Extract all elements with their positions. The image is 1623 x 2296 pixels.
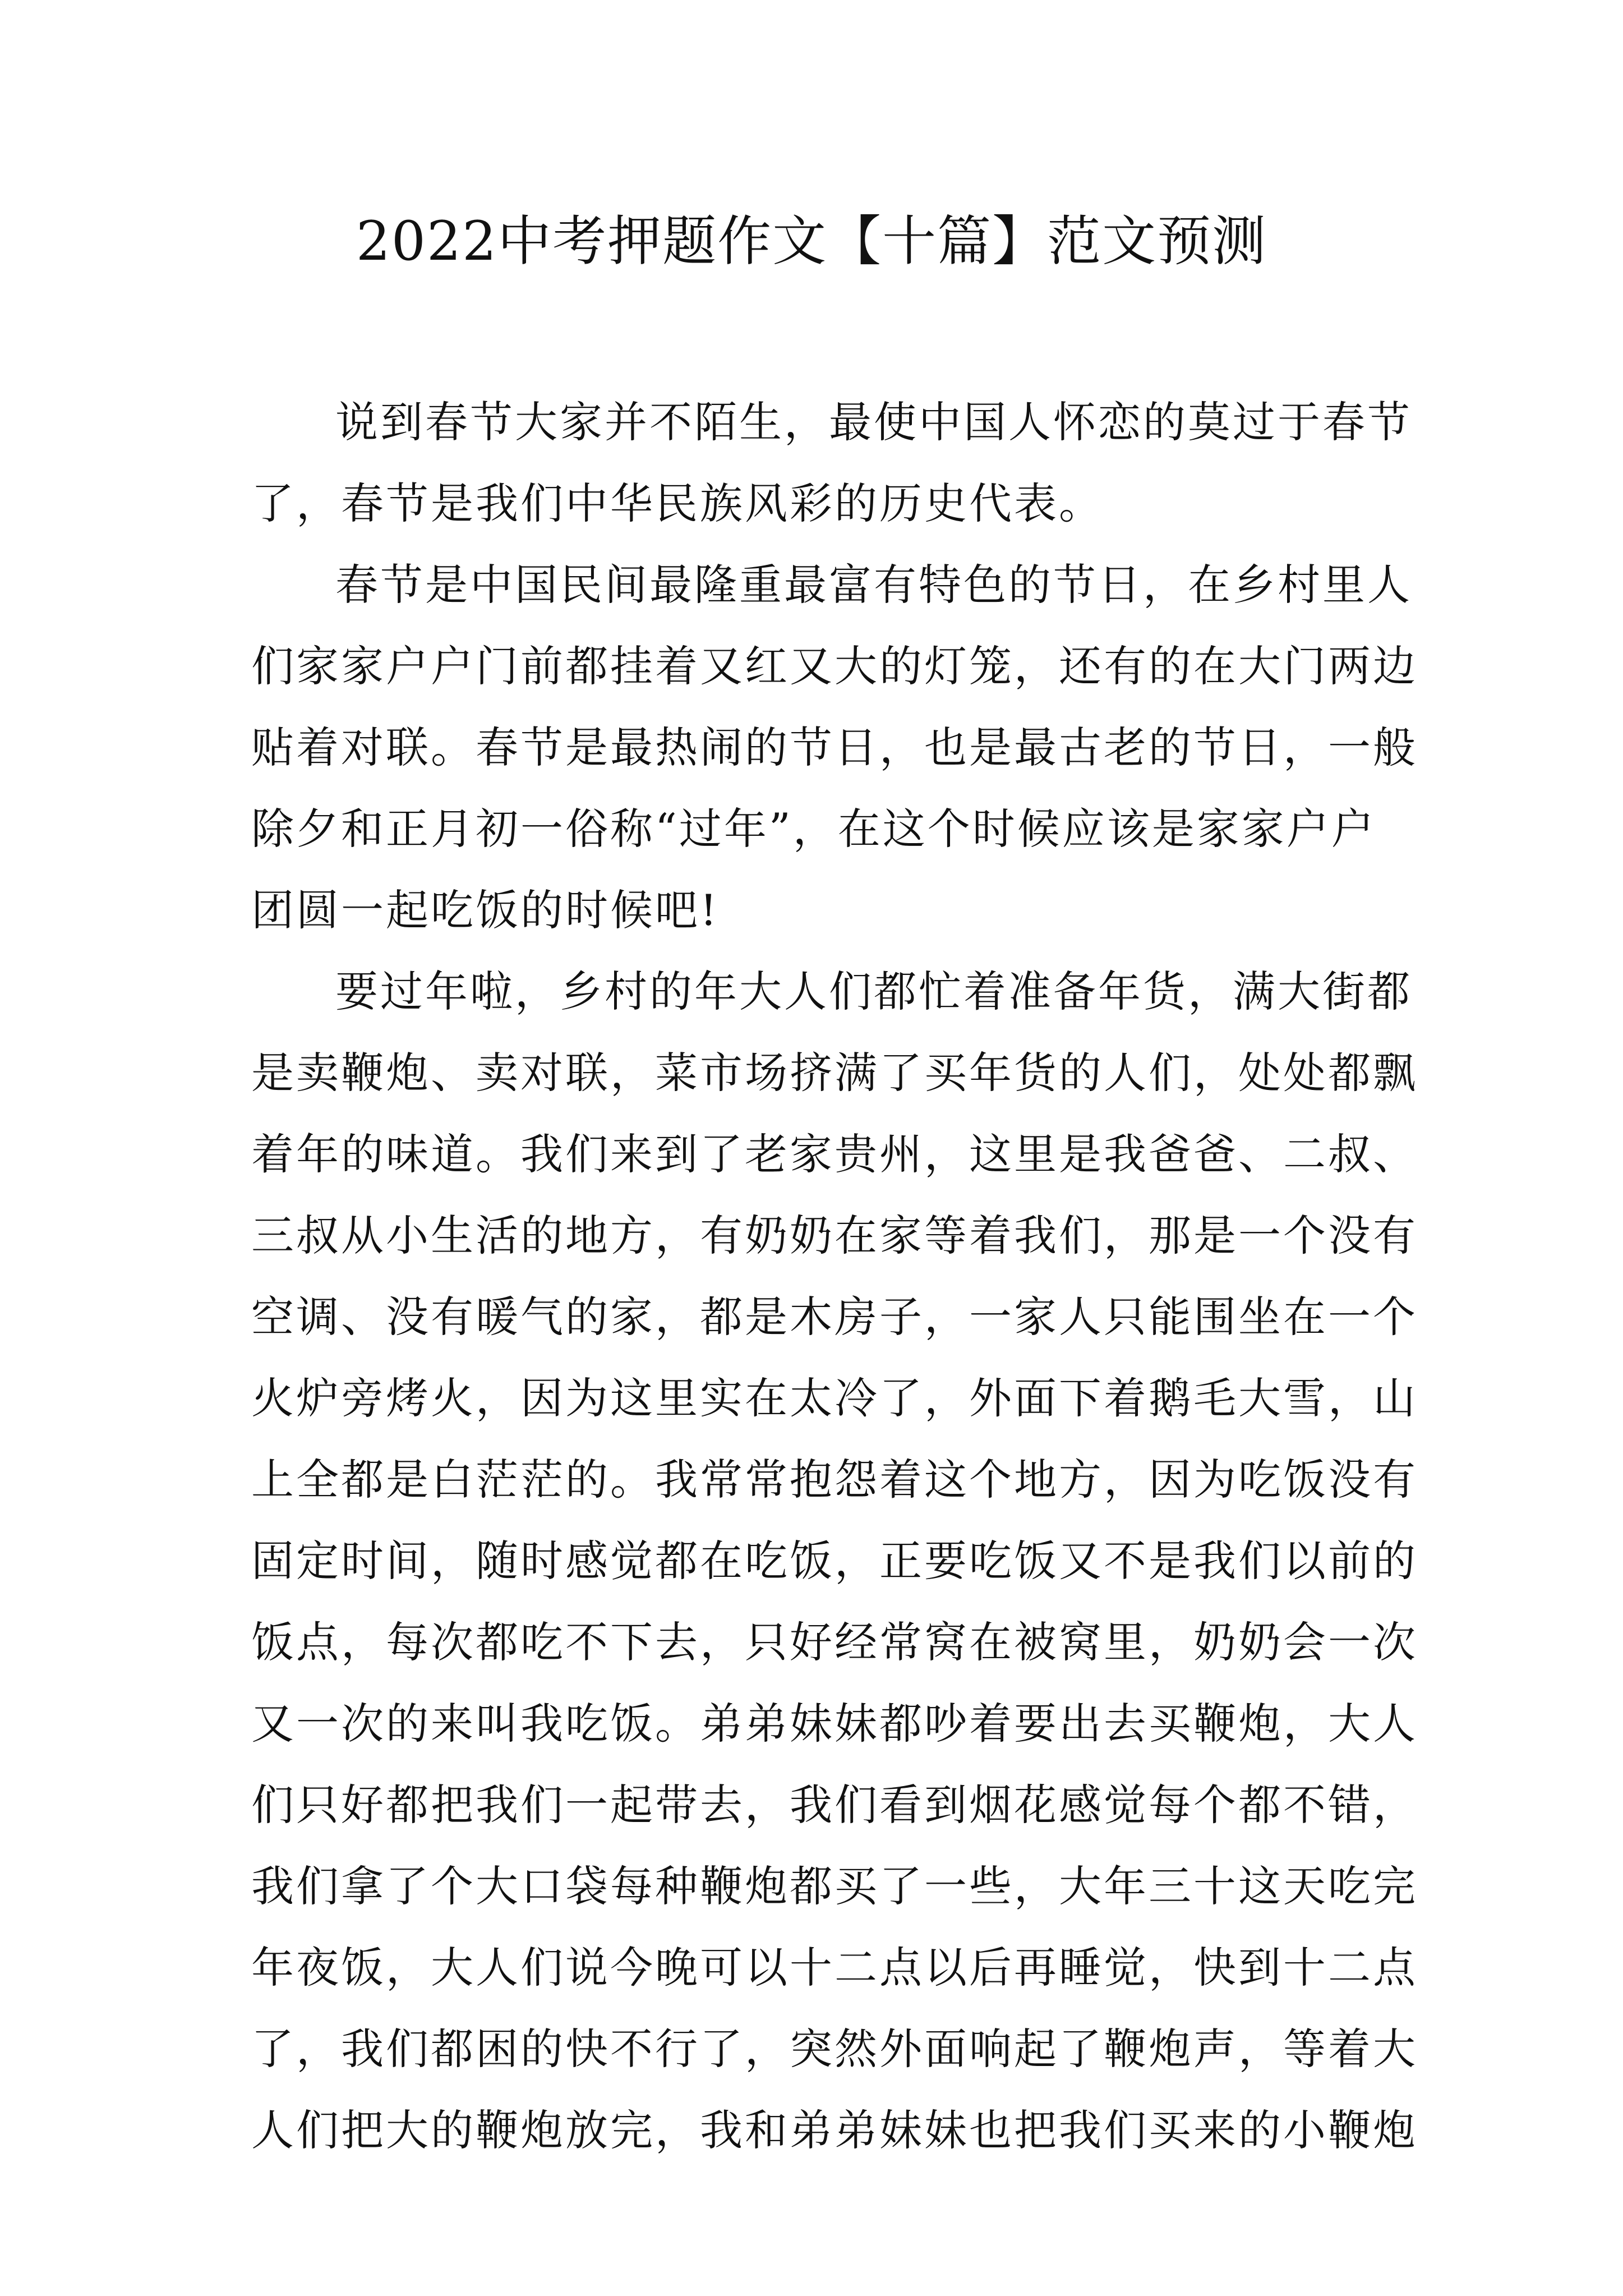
paragraph-line: 又一次的来叫我吃饭。弟弟妹妹都吵着要出去买鞭炮，大人 bbox=[251, 1699, 1418, 1749]
paragraph-line: 了，春节是我们中华民族风彩的历史代表。 bbox=[251, 478, 1104, 528]
paragraph-line: 着年的味道。我们来到了老家贵州，这里是我爸爸、二叔、 bbox=[251, 1129, 1418, 1179]
paragraph-line: 春节是中国民间最隆重最富有特色的节日，在乡村里人 bbox=[335, 560, 1412, 610]
paragraph-line: 了，我们都困的快不行了，突然外面响起了鞭炮声，等着大 bbox=[251, 2024, 1418, 2074]
paragraph-line: 说到春节大家并不陌生，最使中国人怀恋的莫过于春节 bbox=[335, 397, 1412, 447]
paragraph-line: 火炉旁烤火，因为这里实在太冷了，外面下着鹅毛大雪，山 bbox=[251, 1373, 1418, 1423]
paragraph-line: 上全都是白茫茫的。我常常抱怨着这个地方，因为吃饭没有 bbox=[251, 1455, 1418, 1504]
paragraph-line: 要过年啦，乡村的年大人们都忙着准备年货，满大街都 bbox=[335, 967, 1412, 1016]
paragraph-line: 贴着对联。春节是最热闹的节日，也是最古老的节日，一般 bbox=[251, 723, 1418, 772]
paragraph-line: 三叔从小生活的地方，有奶奶在家等着我们，那是一个没有 bbox=[251, 1211, 1418, 1260]
paragraph-line: 我们拿了个大口袋每种鞭炮都买了一些，大年三十这天吃完 bbox=[251, 1861, 1418, 1911]
paragraph-line: 空调、没有暖气的家，都是木房子，一家人只能围坐在一个 bbox=[251, 1292, 1418, 1342]
document-title: 2022中考押题作文【十篇】范文预测 bbox=[356, 210, 1267, 273]
paragraph-line: 们家家户户门前都挂着又红又大的灯笼，还有的在大门两边 bbox=[251, 641, 1418, 691]
document-body bbox=[251, 381, 1418, 2171]
paragraph-line: 饭点，每次都吃不下去，只好经常窝在被窝里，奶奶会一次 bbox=[251, 1617, 1418, 1667]
paragraph-line: 固定时间，随时感觉都在吃饭，正要吃饭又不是我们以前的 bbox=[251, 1536, 1418, 1586]
paragraph-line: 年夜饭，大人们说今晚可以十二点以后再睡觉，快到十二点 bbox=[251, 1943, 1418, 1993]
paragraph-line: 除夕和正月初一俗称“过年”，在这个时候应该是家家户户 bbox=[251, 804, 1376, 854]
paragraph-line: 人们把大的鞭炮放完，我和弟弟妹妹也把我们买来的小鞭炮 bbox=[251, 2105, 1418, 2155]
paragraph-line: 是卖鞭炮、卖对联，菜市场挤满了买年货的人们，处处都飘 bbox=[251, 1048, 1418, 1098]
paragraph-line: 团圆一起吃饭的时候吧! bbox=[251, 885, 720, 935]
paragraph-line: 们只好都把我们一起带去，我们看到烟花感觉每个都不错， bbox=[251, 1780, 1418, 1830]
